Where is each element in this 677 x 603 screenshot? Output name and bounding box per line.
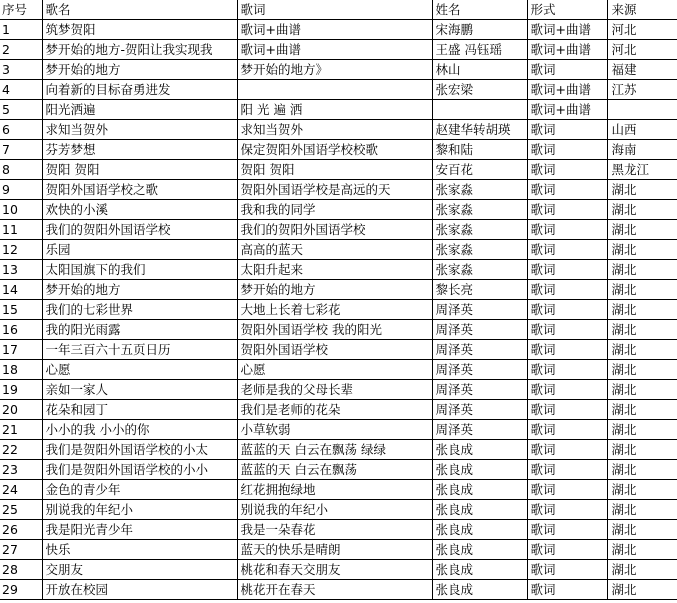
- cell-author[interactable]: 黎长亮: [432, 280, 527, 300]
- cell-author[interactable]: 张家淼: [432, 260, 527, 280]
- cell-lyrics[interactable]: [237, 80, 432, 100]
- table-row: [0, 60, 677, 80]
- cell-no[interactable]: 27: [0, 540, 42, 560]
- cell-lyrics[interactable]: 梦开始的地方: [237, 280, 432, 300]
- table-row: [0, 500, 677, 520]
- cell-source[interactable]: 湖北: [607, 420, 677, 440]
- cell-author[interactable]: [432, 100, 527, 120]
- cell-lyrics[interactable]: 我们是老师的花朵: [237, 400, 432, 420]
- cell-form[interactable]: 歌词+曲谱: [527, 100, 607, 120]
- cell-author[interactable]: 王盛 冯钰瑶: [432, 40, 527, 60]
- table-row: [0, 300, 677, 320]
- cell-form[interactable]: 歌词: [527, 220, 607, 240]
- cell-lyrics[interactable]: 桃花开在春天: [237, 580, 432, 600]
- cell-form[interactable]: 歌词: [527, 500, 607, 520]
- cell-lyrics[interactable]: 我们的贺阳外国语学校: [237, 220, 432, 240]
- cell-lyrics[interactable]: 保定贺阳外国语学校校歌: [237, 140, 432, 160]
- cell-song-name[interactable]: 我们的贺阳外国语学校: [42, 220, 237, 240]
- cell-author[interactable]: 林山: [432, 60, 527, 80]
- table-row: [0, 260, 677, 280]
- cell-source[interactable]: 湖北: [607, 260, 677, 280]
- cell-lyrics[interactable]: 贺阳外国语学校: [237, 340, 432, 360]
- cell-song-name[interactable]: 一年三百六十五页日历: [42, 340, 237, 360]
- cell-no[interactable]: 25: [0, 500, 42, 520]
- table-row: [0, 280, 677, 300]
- cell-form[interactable]: 歌词: [527, 180, 607, 200]
- cell-no[interactable]: 26: [0, 520, 42, 540]
- cell-form[interactable]: 歌词: [527, 400, 607, 420]
- table-row: [0, 320, 677, 340]
- cell-source[interactable]: 湖北: [607, 540, 677, 560]
- cell-author[interactable]: 赵建华转胡瑛: [432, 120, 527, 140]
- cell-author[interactable]: 周泽英: [432, 300, 527, 320]
- cell-form[interactable]: 歌词: [527, 520, 607, 540]
- cell-author[interactable]: 安百花: [432, 160, 527, 180]
- cell-song-name[interactable]: 别说我的年纪小: [42, 500, 237, 520]
- cell-no[interactable]: 18: [0, 360, 42, 380]
- cell-no[interactable]: 24: [0, 480, 42, 500]
- cell-form[interactable]: 歌词: [527, 460, 607, 480]
- cell-lyrics[interactable]: 心愿: [237, 360, 432, 380]
- cell-song-name[interactable]: 我是阳光青少年: [42, 520, 237, 540]
- cell-author[interactable]: 张家淼: [432, 240, 527, 260]
- cell-lyrics[interactable]: 蓝蓝的天 白云在飘荡 绿绿: [237, 440, 432, 460]
- cell-song-name[interactable]: 小小的我 小小的你: [42, 420, 237, 440]
- cell-no[interactable]: 11: [0, 220, 42, 240]
- cell-author[interactable]: 张良成: [432, 460, 527, 480]
- cell-no[interactable]: 21: [0, 420, 42, 440]
- cell-song-name[interactable]: 我们是贺阳外国语学校的小太: [42, 440, 237, 460]
- cell-song-name[interactable]: 花朵和园丁: [42, 400, 237, 420]
- cell-song-name[interactable]: 筑梦贺阳: [42, 20, 237, 40]
- cell-author[interactable]: 周泽英: [432, 400, 527, 420]
- cell-author[interactable]: 张良成: [432, 500, 527, 520]
- cell-song-name[interactable]: 心愿: [42, 360, 237, 380]
- cell-song-name[interactable]: 梦开始的地方: [42, 60, 237, 80]
- cell-no[interactable]: 9: [0, 180, 42, 200]
- table-row: [0, 440, 677, 460]
- cell-no[interactable]: 13: [0, 260, 42, 280]
- cell-author[interactable]: 张良成: [432, 540, 527, 560]
- cell-lyrics[interactable]: 蓝天的快乐是晴朗: [237, 540, 432, 560]
- cell-lyrics[interactable]: 贺阳外国语学校是高远的天: [237, 180, 432, 200]
- header-cell-no[interactable]: 序号: [0, 0, 42, 20]
- cell-lyrics[interactable]: 太阳升起来: [237, 260, 432, 280]
- cell-song-name[interactable]: 梦开始的地方-贺阳让我实现我: [42, 40, 237, 60]
- cell-no[interactable]: 20: [0, 400, 42, 420]
- cell-lyrics[interactable]: 红花拥抱绿地: [237, 480, 432, 500]
- table-row: [0, 560, 677, 580]
- cell-no[interactable]: 15: [0, 300, 42, 320]
- cell-lyrics[interactable]: 我是一朵春花: [237, 520, 432, 540]
- cell-lyrics[interactable]: 梦开始的地方》: [237, 60, 432, 80]
- cell-no[interactable]: 5: [0, 100, 42, 120]
- cell-form[interactable]: 歌词: [527, 280, 607, 300]
- cell-no[interactable]: 23: [0, 460, 42, 480]
- cell-source[interactable]: 湖北: [607, 580, 677, 600]
- cell-source[interactable]: 湖北: [607, 280, 677, 300]
- cell-source[interactable]: 湖北: [607, 460, 677, 480]
- table-row: [0, 100, 677, 120]
- table-row: [0, 80, 677, 100]
- header-cell-author[interactable]: 姓名: [432, 0, 527, 20]
- cell-no[interactable]: 17: [0, 340, 42, 360]
- table-row: [0, 420, 677, 440]
- table-row: [0, 540, 677, 560]
- cell-form[interactable]: 歌词: [527, 580, 607, 600]
- cell-author[interactable]: 张良成: [432, 480, 527, 500]
- cell-lyrics[interactable]: 高高的蓝天: [237, 240, 432, 260]
- table-row: [0, 480, 677, 500]
- cell-lyrics[interactable]: 大地上长着七彩花: [237, 300, 432, 320]
- cell-form[interactable]: 歌词: [527, 140, 607, 160]
- cell-lyrics[interactable]: 歌词+曲谱: [237, 40, 432, 60]
- cell-source[interactable]: 湖北: [607, 360, 677, 380]
- cell-source[interactable]: 湖北: [607, 300, 677, 320]
- cell-song-name[interactable]: 乐园: [42, 240, 237, 260]
- cell-source[interactable]: 湖北: [607, 380, 677, 400]
- cell-song-name[interactable]: 开放在校园: [42, 580, 237, 600]
- cell-no[interactable]: 14: [0, 280, 42, 300]
- cell-source[interactable]: 湖北: [607, 180, 677, 200]
- cell-author[interactable]: 周泽英: [432, 320, 527, 340]
- cell-lyrics[interactable]: 桃花和春天交朋友: [237, 560, 432, 580]
- header-cell-lyrics[interactable]: 歌词: [237, 0, 432, 20]
- table-row: [0, 120, 677, 140]
- cell-source[interactable]: 湖北: [607, 400, 677, 420]
- cell-author[interactable]: 周泽英: [432, 380, 527, 400]
- header-cell-source[interactable]: 来源: [607, 0, 677, 20]
- cell-source[interactable]: 湖北: [607, 320, 677, 340]
- cell-form[interactable]: 歌词+曲谱: [527, 80, 607, 100]
- cell-form[interactable]: 歌词: [527, 440, 607, 460]
- cell-song-name[interactable]: 我的阳光雨露: [42, 320, 237, 340]
- cell-author[interactable]: 宋海鹏: [432, 20, 527, 40]
- cell-no[interactable]: 1: [0, 20, 42, 40]
- table-row: [0, 400, 677, 420]
- cell-song-name[interactable]: 阳光洒遍: [42, 100, 237, 120]
- cell-song-name[interactable]: 我们的七彩世界: [42, 300, 237, 320]
- cell-lyrics[interactable]: 我和我的同学: [237, 200, 432, 220]
- cell-no[interactable]: 3: [0, 60, 42, 80]
- cell-form[interactable]: 歌词: [527, 260, 607, 280]
- cell-song-name[interactable]: 贺阳外国语学校之歌: [42, 180, 237, 200]
- table-row: [0, 140, 677, 160]
- cell-song-name[interactable]: 贺阳 贺阳: [42, 160, 237, 180]
- cell-form[interactable]: 歌词: [527, 160, 607, 180]
- cell-lyrics[interactable]: 贺阳外国语学校 我的阳光: [237, 320, 432, 340]
- cell-form[interactable]: 歌词: [527, 300, 607, 320]
- cell-source[interactable]: [607, 100, 677, 120]
- table-row: [0, 220, 677, 240]
- cell-form[interactable]: 歌词: [527, 120, 607, 140]
- cell-song-name[interactable]: 交朋友: [42, 560, 237, 580]
- cell-source[interactable]: 湖北: [607, 220, 677, 240]
- cell-song-name[interactable]: 向着新的目标奋勇进发: [42, 80, 237, 100]
- table-row: [0, 360, 677, 380]
- cell-form[interactable]: 歌词: [527, 540, 607, 560]
- cell-author[interactable]: 周泽英: [432, 360, 527, 380]
- cell-form[interactable]: 歌词: [527, 360, 607, 380]
- cell-source[interactable]: 海南: [607, 140, 677, 160]
- cell-no[interactable]: 22: [0, 440, 42, 460]
- cell-lyrics[interactable]: 阳 光 遍 洒: [237, 100, 432, 120]
- cell-lyrics[interactable]: 贺阳 贺阳: [237, 160, 432, 180]
- cell-author[interactable]: 张良成: [432, 520, 527, 540]
- cell-author[interactable]: 张家淼: [432, 200, 527, 220]
- cell-lyrics[interactable]: 歌词+曲谱: [237, 20, 432, 40]
- table-row: [0, 340, 677, 360]
- cell-no[interactable]: 16: [0, 320, 42, 340]
- cell-song-name[interactable]: 快乐: [42, 540, 237, 560]
- cell-form[interactable]: 歌词: [527, 60, 607, 80]
- cell-form[interactable]: 歌词+曲谱: [527, 20, 607, 40]
- cell-author[interactable]: 张良成: [432, 580, 527, 600]
- cell-no[interactable]: 6: [0, 120, 42, 140]
- cell-author[interactable]: 张良成: [432, 440, 527, 460]
- table-row: [0, 200, 677, 220]
- cell-source[interactable]: 湖北: [607, 480, 677, 500]
- cell-no[interactable]: 29: [0, 580, 42, 600]
- cell-author[interactable]: 张宏梁: [432, 80, 527, 100]
- cell-source[interactable]: 黑龙江: [607, 160, 677, 180]
- cell-author[interactable]: 张家淼: [432, 180, 527, 200]
- cell-form[interactable]: 歌词: [527, 380, 607, 400]
- cell-no[interactable]: 10: [0, 200, 42, 220]
- table-row: [0, 20, 677, 40]
- cell-no[interactable]: 28: [0, 560, 42, 580]
- cell-author[interactable]: 黎和陆: [432, 140, 527, 160]
- cell-form[interactable]: 歌词: [527, 240, 607, 260]
- table-row: [0, 460, 677, 480]
- cell-author[interactable]: 周泽英: [432, 340, 527, 360]
- cell-form[interactable]: 歌词: [527, 340, 607, 360]
- cell-song-name[interactable]: 求知当贺外: [42, 120, 237, 140]
- cell-source[interactable]: 湖北: [607, 240, 677, 260]
- cell-author[interactable]: 张家淼: [432, 220, 527, 240]
- cell-no[interactable]: 7: [0, 140, 42, 160]
- cell-no[interactable]: 8: [0, 160, 42, 180]
- table-row: [0, 580, 677, 600]
- cell-lyrics[interactable]: 求知当贺外: [237, 120, 432, 140]
- cell-author[interactable]: 张良成: [432, 560, 527, 580]
- cell-form[interactable]: 歌词: [527, 320, 607, 340]
- cell-song-name[interactable]: 亲如一家人: [42, 380, 237, 400]
- cell-no[interactable]: 2: [0, 40, 42, 60]
- cell-source[interactable]: 湖北: [607, 440, 677, 460]
- cell-song-name[interactable]: 梦开始的地方: [42, 280, 237, 300]
- cell-source[interactable]: 湖北: [607, 560, 677, 580]
- cell-lyrics[interactable]: 小草软弱: [237, 420, 432, 440]
- table-row: [0, 180, 677, 200]
- cell-no[interactable]: 19: [0, 380, 42, 400]
- cell-author[interactable]: 周泽英: [432, 420, 527, 440]
- cell-source[interactable]: 湖北: [607, 500, 677, 520]
- cell-source[interactable]: 山西: [607, 120, 677, 140]
- cell-form[interactable]: 歌词: [527, 560, 607, 580]
- cell-lyrics[interactable]: 别说我的年纪小: [237, 500, 432, 520]
- cell-song-name[interactable]: 金色的青少年: [42, 480, 237, 500]
- cell-source[interactable]: 湖北: [607, 520, 677, 540]
- cell-source[interactable]: 河北: [607, 20, 677, 40]
- cell-no[interactable]: 12: [0, 240, 42, 260]
- header-cell-song-name[interactable]: 歌名: [42, 0, 237, 20]
- cell-source[interactable]: 湖北: [607, 340, 677, 360]
- cell-song-name[interactable]: 欢快的小溪: [42, 200, 237, 220]
- header-row: [0, 0, 677, 20]
- table-row: [0, 160, 677, 180]
- cell-no[interactable]: 4: [0, 80, 42, 100]
- cell-form[interactable]: 歌词: [527, 480, 607, 500]
- cell-lyrics[interactable]: 老师是我的父母长辈: [237, 380, 432, 400]
- cell-song-name[interactable]: 我们是贺阳外国语学校的小小: [42, 460, 237, 480]
- table-row: [0, 520, 677, 540]
- cell-song-name[interactable]: 太阳国旗下的我们: [42, 260, 237, 280]
- cell-source[interactable]: 福建: [607, 60, 677, 80]
- table-row: [0, 380, 677, 400]
- cell-song-name[interactable]: 芬芳梦想: [42, 140, 237, 160]
- cell-form[interactable]: 歌词: [527, 200, 607, 220]
- cell-source[interactable]: 江苏: [607, 80, 677, 100]
- cell-source[interactable]: 湖北: [607, 200, 677, 220]
- cell-form[interactable]: 歌词: [527, 420, 607, 440]
- cell-source[interactable]: 河北: [607, 40, 677, 60]
- cell-form[interactable]: 歌词+曲谱: [527, 40, 607, 60]
- table-row: [0, 240, 677, 260]
- header-cell-form[interactable]: 形式: [527, 0, 607, 20]
- table-row: [0, 40, 677, 60]
- cell-lyrics[interactable]: 蓝蓝的天 白云在飘荡: [237, 460, 432, 480]
